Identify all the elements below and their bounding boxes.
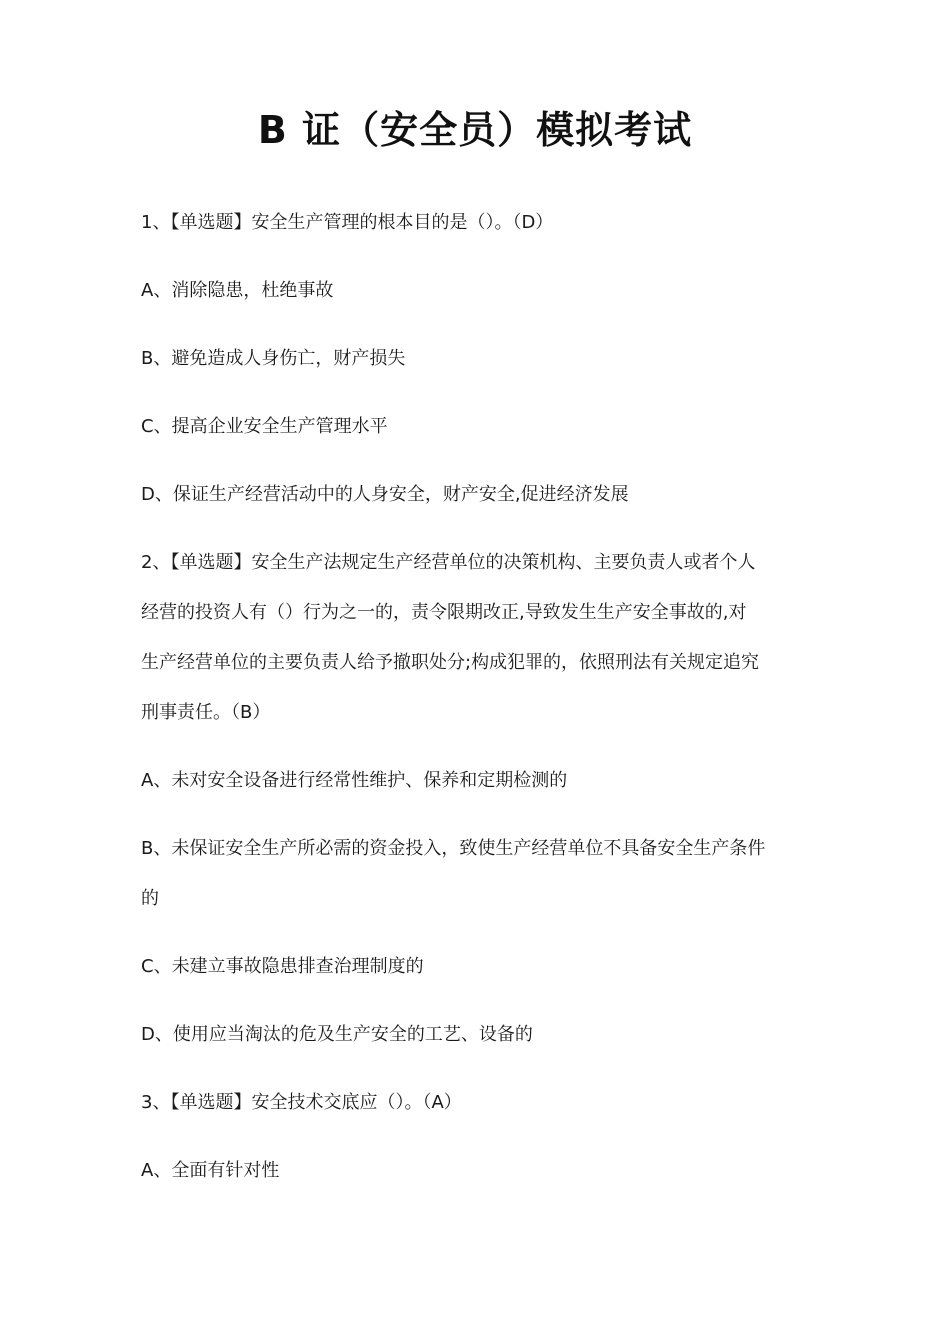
question-1-option-a: A、消除隐患，杜绝事故 (141, 280, 334, 301)
question-1-option-c: C、提高企业安全生产管理水平 (141, 416, 388, 437)
question-2-stem-line-2: 经营的投资人有（）行为之一的，责令限期改正,导致发生生产安全事故的,对 (141, 602, 747, 623)
question-2-option-b-line-1: B、未保证安全生产所必需的资金投入，致使生产经营单位不具备安全生产条件 (141, 838, 766, 859)
question-2-stem-line-4: 刑事责任。（B） (141, 702, 271, 723)
question-2-stem-line-1: 2、【单选题】安全生产法规定生产经营单位的决策机构、主要负责人或者个人 (141, 552, 756, 573)
question-2-option-b-line-2: 的 (141, 888, 159, 909)
question-3-stem: 3、【单选题】安全技术交底应（）。（A） (141, 1092, 462, 1113)
question-1-stem: 1、【单选题】安全生产管理的根本目的是（）。（D） (141, 212, 554, 233)
question-2-stem-line-3: 生产经营单位的主要负责人给予撤职处分;构成犯罪的，依照刑法有关规定追究 (141, 652, 760, 673)
document-title: B 证（安全员）模拟考试 (257, 108, 693, 152)
question-2-option-d: D、使用应当淘汰的危及生产安全的工艺、设备的 (141, 1024, 533, 1045)
question-3-option-a: A、全面有针对性 (141, 1160, 280, 1181)
question-1-option-d: D、保证生产经营活动中的人身安全，财产安全,促进经济发展 (141, 484, 629, 505)
question-2-option-c: C、未建立事故隐患排查治理制度的 (141, 956, 424, 977)
question-2-option-a: A、未对安全设备进行经常性维护、保养和定期检测的 (141, 770, 568, 791)
question-1-option-b: B、避免造成人身伤亡，财产损失 (141, 348, 406, 369)
